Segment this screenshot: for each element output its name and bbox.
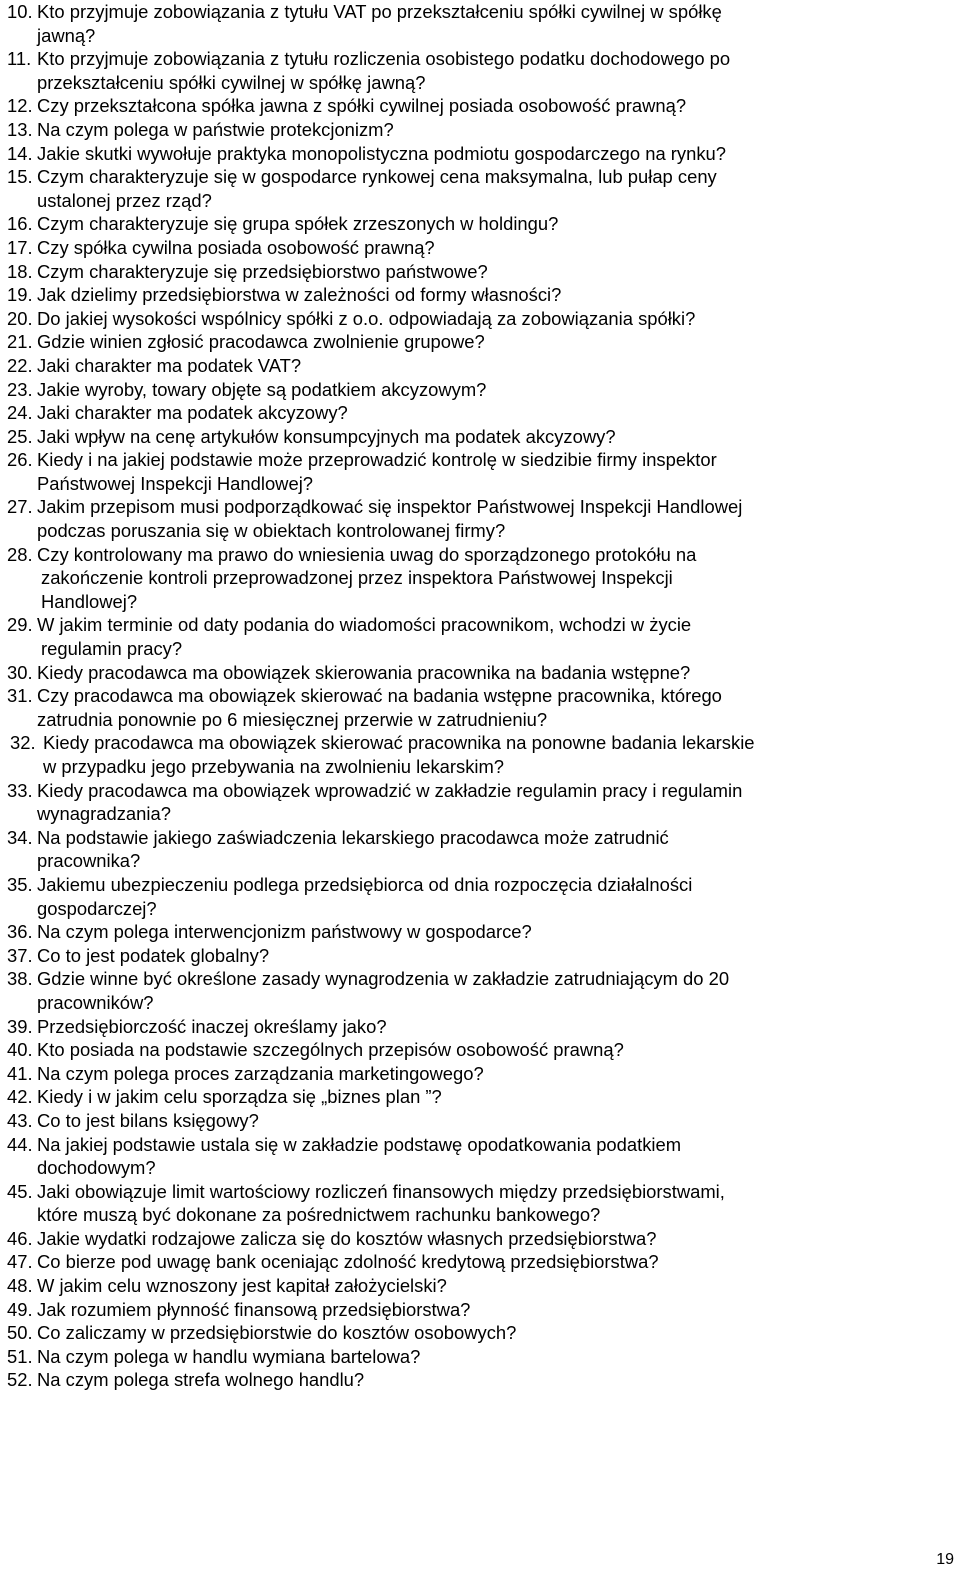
question-item [7,495,947,542]
question-number: 45. [7,1180,33,1202]
question-number: 37. [7,944,33,966]
question-item [7,236,947,260]
question-number: 17. [7,236,33,258]
question-item [7,1227,947,1251]
question-line: Na czym polega w państwie protekcjonizm? [37,118,394,140]
question-line: Kto przyjmuje zobowiązania z tytułu rozliczenia osobistego podatku dochodowego po [37,48,731,70]
question-number: 22. [7,354,33,376]
question-item [7,307,947,331]
question-number: 31. [7,685,33,707]
question-number: 30. [7,661,33,683]
question-item [7,826,947,873]
question-item [7,1321,947,1345]
question-line: Na czym polega w handlu wymiana bartelowa? [37,1345,421,1367]
question-number: 44. [7,1133,33,1155]
question-number: 52. [7,1369,33,1391]
question-line: Gdzie winien zgłosić pracodawca zwolnienie grupowe? [37,331,485,353]
question-line: Czy spółka cywilna posiada osobowość prawną? [37,236,435,258]
question-text [37,1180,947,1227]
question-item [7,425,947,449]
question-text [37,401,947,425]
question-number: 18. [7,260,33,282]
question-line: Jakie wydatki rodzajowe zalicza się do kosztów własnych przedsiębiorstwa? [37,1227,657,1249]
question-text [37,448,947,495]
question-line: Jak dzielimy przedsiębiorstwa w zależności od formy własności? [37,284,562,306]
question-item [7,1368,947,1392]
question-text [37,1015,947,1039]
question-number: 24. [7,402,33,424]
question-line: Na jakiej podstawie ustala się w zakładzie podstawę opodatkowania podatkiem [37,1133,682,1155]
question-text [37,967,947,1014]
question-item [7,47,947,94]
question-text [37,1133,947,1180]
question-item [7,1180,947,1227]
question-text [37,142,947,166]
question-number: 10. [7,1,33,22]
question-line: gospodarczej? [37,897,157,919]
question-text [37,826,947,873]
question-line: Kiedy i na jakiej podstawie może przeprowadzić kontrolę w siedzibie firmy inspektor [37,449,717,471]
question-line: Jakiemu ubezpieczeniu podlega przedsiębiorca od dnia rozpoczęcia działalności [37,873,693,895]
question-line: Gdzie winne być określone zasady wynagrodzenia w zakładzie zatrudniającym do 20 [37,968,730,990]
question-text [37,212,947,236]
question-text [37,684,947,731]
question-text [37,165,947,212]
question-item [7,0,947,47]
question-number: 49. [7,1298,33,1320]
question-number: 15. [7,166,33,188]
question-item [7,1274,947,1298]
question-text [37,378,947,402]
question-number: 47. [7,1251,33,1273]
question-item [7,260,947,284]
question-number: 13. [7,118,33,140]
question-text [37,0,947,47]
question-line: Co bierze pod uwagę bank oceniając zdolność kredytową przedsiębiorstwa? [37,1251,659,1273]
question-item [7,1062,947,1086]
question-line: które muszą być dokonane za pośrednictwem rachunku bankowego? [37,1204,601,1226]
question-item [7,661,947,685]
question-line: Czy kontrolowany ma prawo do wniesienia uwag do sporządzonego protokółu na [37,543,697,565]
question-line: pracownika? [37,850,141,872]
question-line: Kto przyjmuje zobowiązania z tytułu VAT po przekształceniu spółki cywilnej w spółkę [37,1,722,22]
question-number: 48. [7,1275,33,1297]
question-line: pracowników? [37,991,154,1013]
question-line: Kiedy pracodawca ma obowiązek skierować pracownika na ponowne badania lekarskie [43,732,755,754]
question-number: 25. [7,425,33,447]
question-number: 19. [7,284,33,306]
question-text [37,330,947,354]
question-line: Co to jest podatek globalny? [37,944,270,966]
question-item [7,873,947,920]
question-line: W jakim celu wznoszony jest kapitał założycielski? [37,1275,447,1297]
question-number: 36. [7,921,33,943]
question-number: 38. [7,968,33,990]
question-line: Jakie wyroby, towary objęte są podatkiem akcyzowym? [37,378,487,400]
question-number: 42. [7,1086,33,1108]
question-number: 21. [7,331,33,353]
question-item [7,212,947,236]
question-item [7,1085,947,1109]
question-line: Jaki obowiązuje limit wartościowy rozliczeń finansowych między przedsiębiorstwami, [37,1180,725,1202]
question-line: dochodowym? [37,1157,156,1179]
question-line: Czym charakteryzuje się przedsiębiorstwo państwowe? [37,260,488,282]
question-line: wynagradzania? [37,803,171,825]
question-item [7,1109,947,1133]
question-line: Kiedy i w jakim celu sporządza się „biznes plan ”? [37,1086,442,1108]
question-text [43,731,947,778]
question-text [37,260,947,284]
question-line: w przypadku jego przebywania na zwolnieniu lekarskim? [43,756,505,777]
question-line: Czy pracodawca ma obowiązek skierować na badania wstępne pracownika, którego [37,685,722,707]
question-item [7,118,947,142]
question-item [7,1015,947,1039]
question-number: 29. [7,614,33,636]
question-item [7,448,947,495]
question-item [7,1038,947,1062]
question-item [7,1250,947,1274]
question-line: Jaki charakter ma podatek akcyzowy? [37,402,348,424]
question-text [37,236,947,260]
question-text [37,779,947,826]
question-line: Przedsiębiorczość inaczej określamy jako? [37,1015,387,1037]
question-text [37,94,947,118]
question-line: Co zaliczamy w przedsiębiorstwie do kosztów osobowych? [37,1322,517,1344]
question-text [37,1085,947,1109]
question-number: 16. [7,213,33,235]
question-line: Kto posiada na podstawie szczególnych przepisów osobowość prawną? [37,1039,624,1061]
question-item [7,920,947,944]
question-item [7,330,947,354]
question-item [7,94,947,118]
question-item [7,731,947,778]
question-item [7,1133,947,1180]
question-number: 23. [7,378,33,400]
question-text [37,920,947,944]
question-text [37,1345,947,1369]
question-text [37,613,947,660]
question-text [37,118,947,142]
question-number: 46. [7,1227,33,1249]
question-text [37,543,947,614]
question-line: W jakim terminie od daty podania do wiadomości pracownikom, wchodzi w życie [37,614,692,636]
question-number: 39. [7,1015,33,1037]
question-line: Na czym polega strefa wolnego handlu? [37,1369,365,1391]
question-line: Czy przekształcona spółka jawna z spółki cywilnej posiada osobowość prawną? [37,95,687,117]
question-number: 27. [7,496,33,518]
question-line: Jak rozumiem płynność finansową przedsiębiorstwa? [37,1298,471,1320]
question-text [37,944,947,968]
question-line: Kiedy pracodawca ma obowiązek wprowadzić w zakładzie regulamin pracy i regulamin [37,779,743,801]
question-text [37,1062,947,1086]
question-line: podczas poruszania się w obiektach kontrolowanej firmy? [37,520,506,542]
question-text [37,495,947,542]
question-number: 20. [7,307,33,329]
question-number: 43. [7,1109,33,1131]
question-number: 26. [7,449,33,471]
question-number: 50. [7,1322,33,1344]
question-item [7,967,947,1014]
question-line: Czym charakteryzuje się w gospodarce rynkowej cena maksymalna, lub pułap ceny [37,166,717,188]
question-line: Na czym polega proces zarządzania marketingowego? [37,1062,484,1084]
question-text [37,283,947,307]
question-line: zatrudnia ponownie po 6 miesięcznej przerwie w zatrudnieniu? [37,708,548,730]
question-text [37,1227,947,1251]
question-text [37,1274,947,1298]
question-number: 11. [7,48,32,70]
question-item [7,779,947,826]
question-text [37,1321,947,1345]
question-line: regulamin pracy? [41,638,183,660]
question-line: Co to jest bilans księgowy? [37,1109,259,1131]
question-text [37,1109,947,1133]
question-text [37,307,947,331]
question-text [37,1298,947,1322]
question-number: 34. [7,826,33,848]
question-item [7,1298,947,1322]
question-text [37,425,947,449]
question-line: Jaki charakter ma podatek VAT? [37,354,302,376]
question-item [7,613,947,660]
question-text [37,873,947,920]
question-line: zakończenie kontroli przeprowadzonej przez inspektora Państwowej Inspekcji [41,567,673,589]
question-text [37,1368,947,1392]
question-list [7,0,947,1392]
question-number: 51. [7,1345,33,1367]
question-line: Jaki wpływ na cenę artykułów konsumpcyjnych ma podatek akcyzowy? [37,425,616,447]
question-item [7,944,947,968]
question-item [7,142,947,166]
question-item [7,378,947,402]
question-number: 40. [7,1039,33,1061]
question-line: Handlowej? [41,590,138,612]
question-item [7,684,947,731]
question-text [37,661,947,685]
question-line: Jakie skutki wywołuje praktyka monopolistyczna podmiotu gospodarczego na rynku? [37,142,726,164]
question-item [7,543,947,614]
question-line: przekształceniu spółki cywilnej w spółkę jawną? [37,71,426,93]
question-text [37,47,947,94]
question-item [7,1345,947,1369]
question-line: ustalonej przez rząd? [37,189,212,211]
question-number: 14. [7,142,33,164]
question-line: jawną? [37,24,96,46]
question-text [37,1250,947,1274]
question-line: Państwowej Inspekcji Handlowej? [37,472,314,494]
question-number: 32. [10,732,36,754]
question-text [37,1038,947,1062]
question-number: 41. [7,1062,33,1084]
question-line: Czym charakteryzuje się grupa spółek zrzeszonych w holdingu? [37,213,559,235]
page-number: 19 [936,1551,954,1568]
question-number: 35. [7,873,33,895]
question-item [7,165,947,212]
question-item [7,354,947,378]
question-number: 33. [7,779,33,801]
question-line: Do jakiej wysokości wspólnicy spółki z o.o. odpowiadają za zobowiązania spółki? [37,307,696,329]
question-line: Na czym polega interwencjonizm państwowy w gospodarce? [37,921,532,943]
question-line: Jakim przepisom musi podporządkować się inspektor Państwowej Inspekcji Handlowej [37,496,743,518]
question-line: Kiedy pracodawca ma obowiązek skierowania pracownika na badania wstępne? [37,661,691,683]
question-number: 12. [7,95,33,117]
question-item [7,283,947,307]
question-item [7,401,947,425]
question-number: 28. [7,543,33,565]
question-line: Na podstawie jakiego zaświadczenia lekarskiego pracodawca może zatrudnić [37,826,669,848]
question-text [37,354,947,378]
